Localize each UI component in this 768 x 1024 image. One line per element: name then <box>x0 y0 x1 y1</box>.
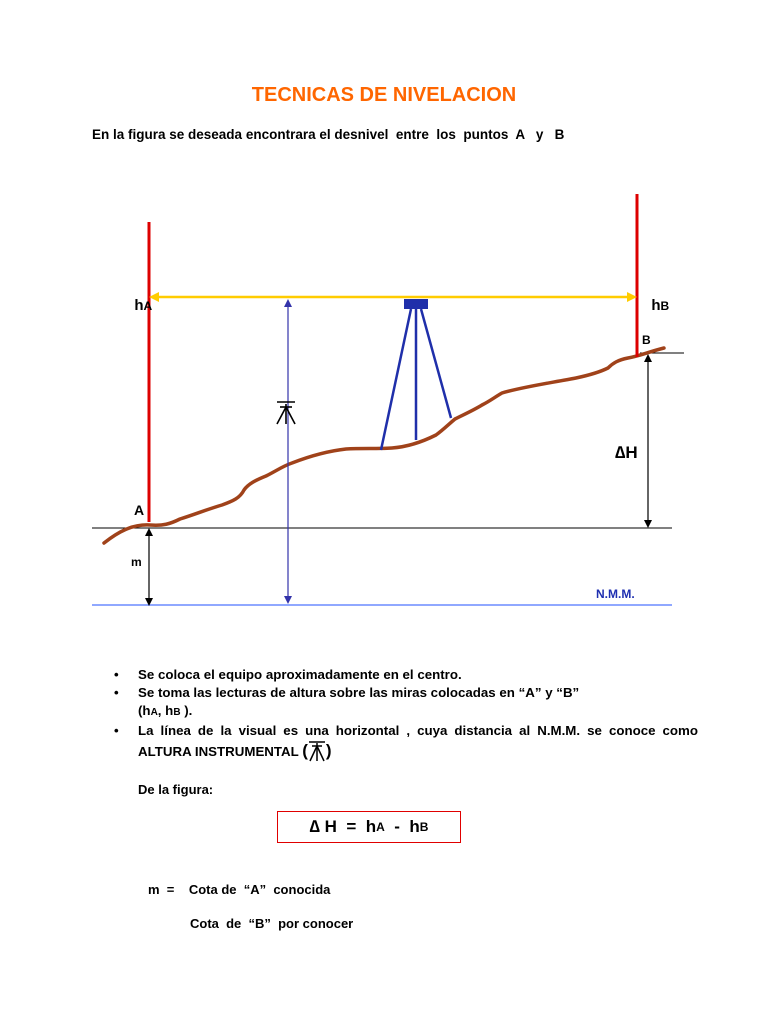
tripod-leg-right <box>421 309 451 418</box>
level-instrument <box>404 299 428 309</box>
note-m: m = Cota de “A” conocida <box>148 882 331 897</box>
intro-text: En la figura se deseada encontrara el desnivel entre los puntos A y B <box>92 127 565 142</box>
label-nmm: N.M.M. <box>596 587 635 601</box>
list-item: • La línea de la visual es una horizontal , cuya distancia al N.M.M. se conoce como ALTURA INSTRUMENTAL ( ) <box>138 722 698 762</box>
ground-profile <box>104 348 664 543</box>
note-b: Cota de “B” por conocer <box>190 916 354 931</box>
bullet-list <box>110 666 698 762</box>
label-m: m <box>131 555 142 569</box>
formula-box: ∆ H = h A - h B <box>277 811 461 843</box>
instrument-symbol-icon <box>277 402 295 424</box>
label-point-b: B <box>642 333 651 347</box>
label-delta-h: ∆H <box>615 443 638 462</box>
label-point-a: A <box>134 502 145 518</box>
list-item: • Se toma las lecturas de altura sobre las miras colocadas en “A” y “B” (hA, hB ). <box>138 684 698 722</box>
tripod-leg-left <box>381 309 411 450</box>
label-hb: hB <box>651 297 670 314</box>
label-ha: hA <box>134 297 153 314</box>
page-title: TECNICAS DE NIVELACION <box>251 84 517 106</box>
list-item: • Se coloca el equipo aproximadamente en el centro. <box>138 666 698 684</box>
instrument-symbol-icon <box>308 740 326 762</box>
formula-lead: De la figura: <box>138 782 214 797</box>
